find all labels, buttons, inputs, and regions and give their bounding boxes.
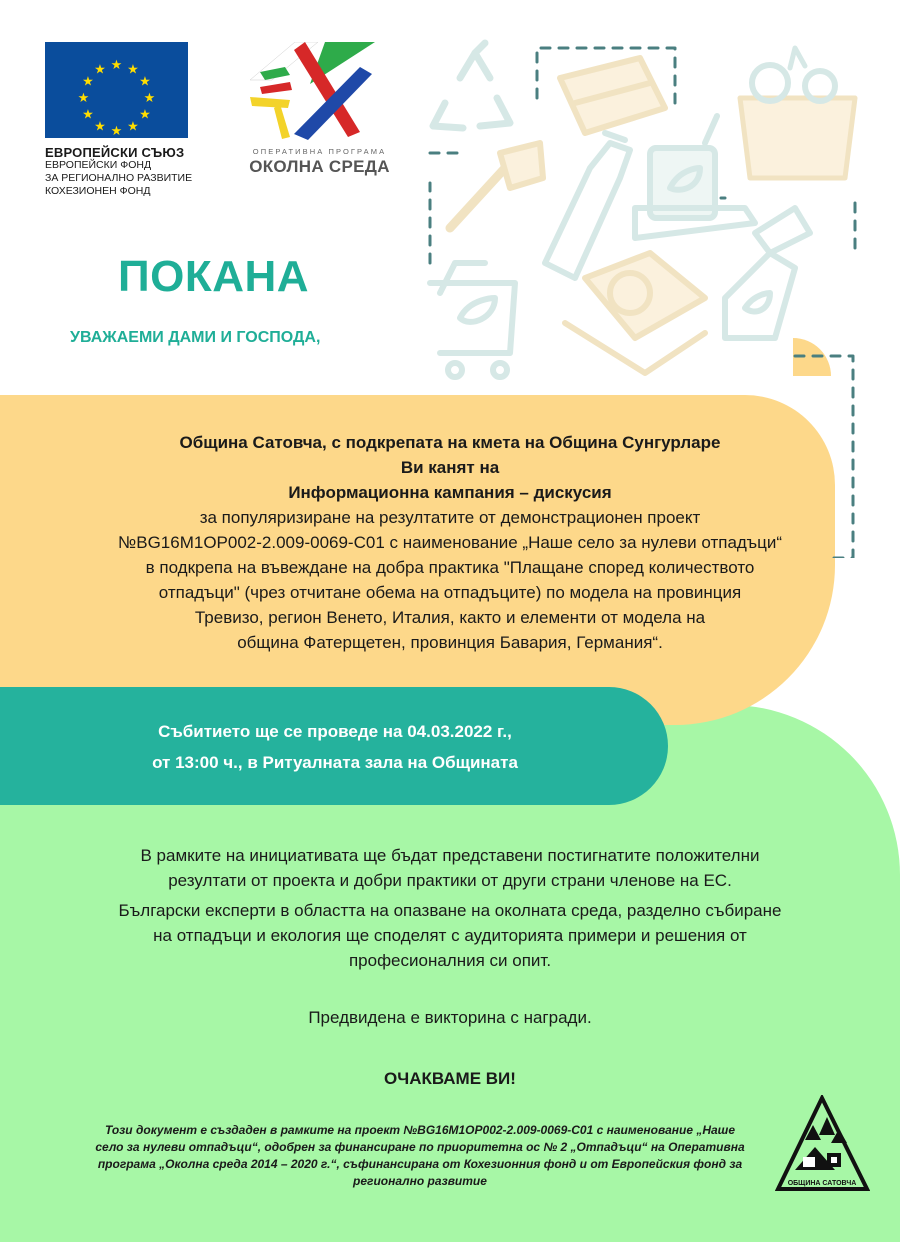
initiative-description — [45, 843, 855, 978]
svg-text:★: ★ — [110, 58, 123, 73]
svg-text:★: ★ — [139, 107, 151, 123]
svg-text:★: ★ — [94, 62, 106, 78]
svg-text:ОБЩИНА САТОВЧА: ОБЩИНА САТОВЧА — [787, 1180, 857, 1187]
bread-icon — [560, 58, 665, 133]
salutation: УВАЖАЕМИ ДАМИ И ГОСПОДА, — [70, 329, 321, 346]
svg-text:★: ★ — [77, 91, 90, 106]
invitation-text — [60, 430, 840, 655]
body-line: В рамките на инициативата ще бъдат представени постигнатите положителни — [140, 846, 760, 865]
lunchbox-icon — [565, 253, 705, 373]
municipality-seal-icon — [775, 1095, 870, 1195]
body-line: резултати от проекта и добри практики от други страни членове на ЕС. — [168, 871, 732, 890]
footer-line: регионално развитие — [353, 1174, 487, 1188]
eu-line: КОХЕЗИОНЕН ФОНД — [45, 185, 151, 197]
intro-bold-line: Община Сатовча, с подкрепата на кмета на Община Сунгурларе — [179, 433, 721, 452]
grocery-bag-icon — [740, 48, 855, 178]
brush-icon — [450, 143, 543, 228]
footer-line: програма „Околна среда 2014 – 2020 г.“, съфинансирана от Кохезионния фонд и от Европейския фонд за — [97, 1157, 743, 1171]
svg-text:★: ★ — [94, 119, 106, 135]
op-environment-logo-icon — [250, 42, 380, 142]
intro-line: отпадъци" (чрез отчитане обема на отпадъците) по модела на провинция — [158, 583, 742, 602]
eu-line: ЕВРОПЕЙСКИ ФОНД — [45, 159, 152, 171]
svg-text:★: ★ — [82, 107, 94, 123]
footer-line: село за нулеви отпадъци“, одобрен за финансиране по приоритетна ос № 2 „Отпадъци“ на Оперативна — [95, 1140, 745, 1154]
body-line: на отпадъци и екология ще споделят с аудиторията примери и решения от — [153, 926, 747, 945]
svg-text:★: ★ — [82, 74, 94, 90]
recycle-icon — [433, 43, 510, 128]
eu-title: ЕВРОПЕЙСКИ СЪЮЗ — [45, 145, 185, 160]
event-details — [60, 716, 610, 778]
svg-text:★: ★ — [110, 124, 123, 138]
svg-text:★: ★ — [127, 62, 139, 78]
svg-text:★: ★ — [143, 91, 156, 106]
event-date-line: Събитието ще се проведе на 04.03.2022 г., — [158, 722, 512, 741]
intro-line: №BG16M1OP002-2.009-0069-C01 с наименование „Наше село за нулеви отпадъци“ — [118, 533, 782, 552]
eu-line: ЗА РЕГИОНАЛНО РАЗВИТИЕ — [45, 172, 193, 184]
paragraph — [45, 843, 855, 893]
intro-bold-line: Ви канят на — [400, 458, 500, 477]
intro-line: в подкрепа на въвеждане на добра практика "Плащане според количеството — [145, 558, 755, 577]
intro-line: за популяризиране на резултатите от демонстрационен проект — [199, 508, 701, 527]
body-line: Български експерти в областта на опазване на околната среда, разделно събиране — [118, 901, 782, 920]
event-time-line: от 13:00 ч., в Ритуалната зала на Общината — [152, 753, 518, 772]
eu-flag-icon — [45, 42, 188, 138]
paragraph — [45, 898, 855, 973]
shopping-cart-icon — [430, 263, 515, 377]
svg-text:★: ★ — [127, 119, 139, 135]
op-program-label: ОПЕРАТИВНА ПРОГРАМА — [252, 147, 387, 156]
footer-line: Този документ е създаден в рамките на проект №BG16M1OP002-2.009-0069-C01 с наименование „Наше — [104, 1123, 736, 1137]
plastic-bottle-icon — [545, 133, 630, 278]
closing-line: ОЧАКВАМЕ ВИ! — [384, 1069, 516, 1088]
intro-line: Тревизо, регион Венето, Италия, както и елементи от модела на — [194, 608, 706, 627]
quiz-note: Предвидена е викторина с награди. — [308, 1008, 592, 1027]
svg-text:★: ★ — [139, 74, 151, 90]
funding-disclaimer — [80, 1122, 760, 1190]
intro-line: община Фатерщетен, провинция Бавария, Германия“. — [237, 633, 663, 652]
eu-caption — [45, 146, 245, 198]
leaf-tag-icon — [650, 116, 717, 218]
body-line: професионалния си опит. — [348, 951, 552, 970]
page-title: ПОКАНА — [118, 252, 310, 301]
op-program-name: ОКОЛНА СРЕДА — [249, 157, 390, 176]
intro-bold-line: Информационна кампания – дискусия — [288, 483, 612, 502]
